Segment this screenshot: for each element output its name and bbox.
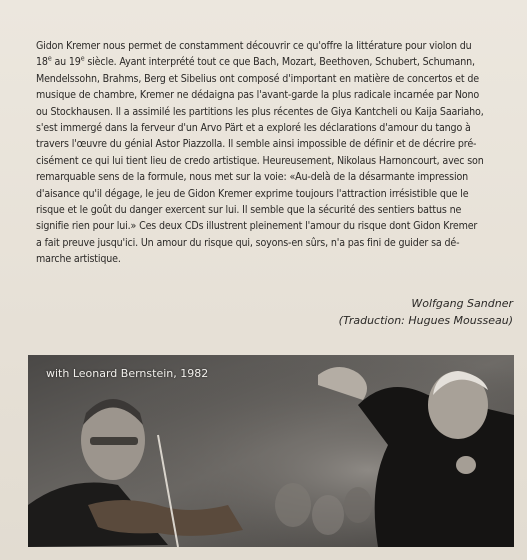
article-line: cisément ce qui lui tient lieu de credo artistique. Heureusement, Nikolaus Harnoncourt, avec son — [36, 154, 484, 167]
article-line: marche artistique. — [36, 253, 121, 266]
article-line: d'aisance qu'il dégage, le jeu de Gidon Kremer exprime toujours l'attraction irrésistible que le — [36, 187, 469, 200]
article-line: travers l'œuvre du génial Astor Piazzolla. Il semble ainsi impossible de définir et de décrire pré- — [36, 138, 477, 151]
article-line-centuries: 18e au 19e siècle. Ayant interprété tout ce que Bach, Mozart, Beethoven, Schubert, Schumann, — [36, 54, 475, 69]
article-line: risque et le goût du danger exercent sur lui. Il semble que la sécurité des sentiers battus ne — [36, 204, 462, 217]
article-line: Gidon Kremer nous permet de constamment découvrir ce qu'offre la littérature pour violon du — [36, 40, 472, 52]
article-line: Mendelssohn, Brahms, Berg et Sibelius ont composé d'important en matière de concertos et de — [36, 72, 479, 85]
photo-illustration — [28, 355, 514, 547]
translator-credit: (Traduction: Hugues Mousseau) — [338, 314, 513, 327]
photo-caption: with Leonard Bernstein, 1982 — [46, 367, 209, 380]
article-line: a fait preuve jusqu'ici. Un amour du risque qui, soyons-en sûrs, n'a pas fini de guider sa dé- — [36, 236, 460, 249]
article-line: ou Stockhausen. Il a assimilé les partitions les plus récentes de Giya Kantcheli ou Kaija Saariaho, — [36, 105, 484, 118]
article-line: musique de chambre, Kremer ne dédaigna pas l'avant-garde la plus radicale incarnée par Nono — [36, 89, 480, 102]
article-line: signifie rien pour lui.» Ces deux CDs illustrent pleinement l'amour du risque dont Gidon Kremer — [36, 220, 478, 233]
article-body — [36, 38, 512, 268]
article-line: s'est immergé dans la ferveur d'un Arvo Pärt et a exploré les déclarations d'amour du tango à — [36, 122, 471, 135]
article-line: remarquable sens de la formule, nous met sur la voie: «Au-delà de la désarmante impression — [36, 171, 469, 184]
photo — [28, 355, 514, 547]
author-signature: Wolfgang Sandner — [411, 297, 513, 310]
